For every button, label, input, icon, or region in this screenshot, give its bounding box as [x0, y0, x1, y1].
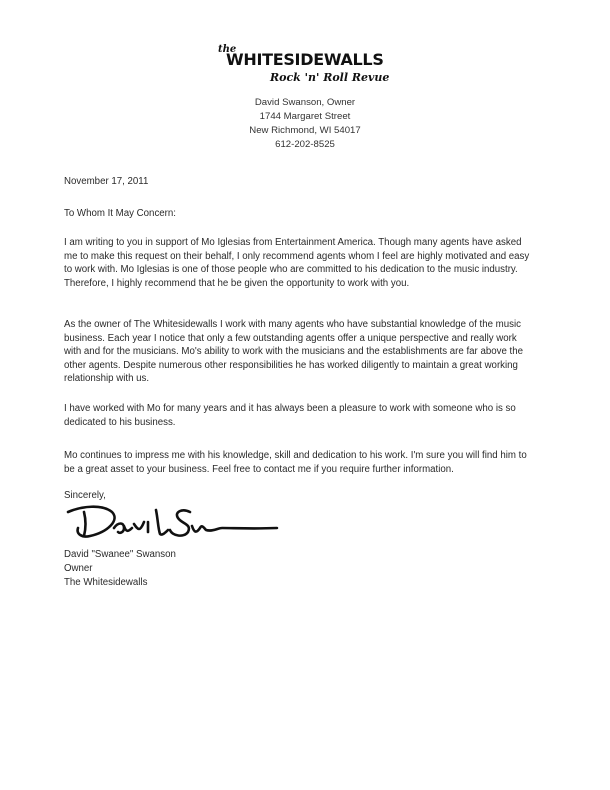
body-paragraph: Mo continues to impress me with his knowledge, skill and dedication to his work. I'm sure you will find him to be a great asset to your business. Feel free to contact me if you require further information.	[64, 450, 527, 475]
address-line: David Swanson, Owner	[254, 97, 356, 108]
body-paragraph: I have worked with Mo for many years and it has always been a pleasure to work with someone who is so dedicated to his business.	[64, 403, 516, 428]
logo-name-text: WHITESIDEWALLS	[226, 50, 384, 69]
signer-name: David "Swanee" Swanson	[64, 549, 176, 560]
handwritten-signature	[62, 498, 292, 546]
address-line: 612-202-8525	[275, 139, 335, 150]
address-line: 1744 Margaret Street	[259, 111, 351, 122]
letter-date: November 17, 2011	[64, 176, 149, 187]
letter-closing: Sincerely,	[64, 490, 106, 501]
signer-company: The Whitesidewalls	[64, 577, 148, 588]
address-line: New Richmond, WI 54017	[249, 125, 361, 136]
letterhead-address	[220, 96, 390, 152]
logo-the-text: the	[218, 44, 237, 55]
company-logo	[212, 44, 397, 94]
body-paragraph: As the owner of The Whitesidewalls I work with many agents who have substantial knowledge of the music business. Each year I notice that only a few outstanding agents offer a unique perspective and really work with and for the musicians. Mo's ability to work with the musicians and the establishments are far above the other agents. Despite numerous other responsibilities he has worked diligently to maintain a great working relationship with us.	[64, 319, 523, 384]
signer-title: Owner	[64, 563, 93, 574]
logo-tagline-text: Rock 'n' Roll Revue	[270, 71, 390, 84]
letter-salutation: To Whom It May Concern:	[64, 208, 176, 219]
body-paragraph: I am writing to you in support of Mo Iglesias from Entertainment America. Though many agents have asked me to make this request on their behalf, I only recommend agents whom I feel are highly motivated and easy to work with. Mo Iglesias is one of those people who are committed to his dedication to the music industry. Therefore, I highly recommend that he be given the opportunity to work with you.	[64, 237, 530, 289]
signer-block	[64, 548, 176, 590]
